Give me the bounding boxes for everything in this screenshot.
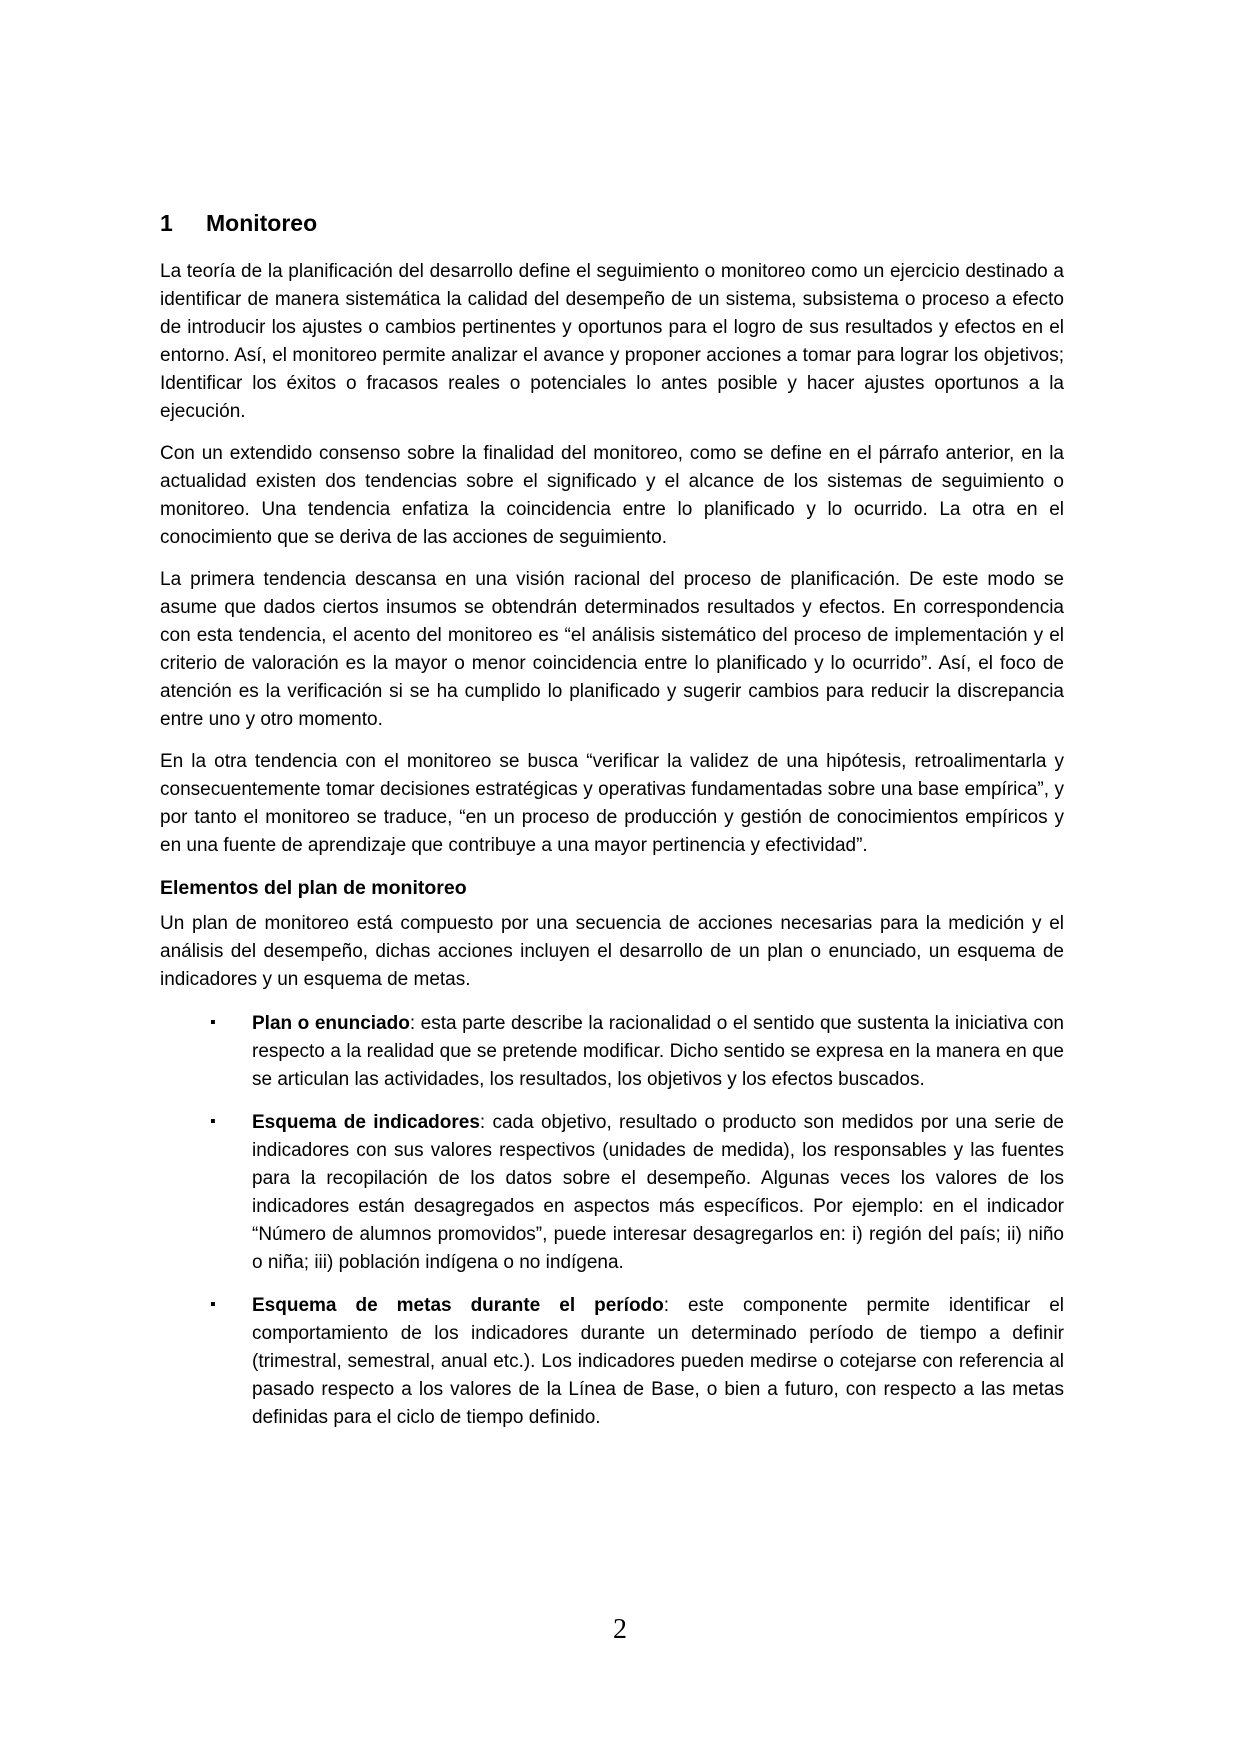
section-heading bbox=[160, 209, 1064, 237]
bullet-term: Esquema de indicadores bbox=[252, 1112, 480, 1133]
paragraph-4: En la otra tendencia con el monitoreo se busca “verificar la validez de una hipótesis, retroalimentarla y consecuentemente tomar decisiones estratégicas y operativas fundamentadas sobre una base empírica”, y por tanto el monitoreo se traduce, “en un proceso de producción y gestión de conocimientos empíricos y en una fuente de aprendizaje que contribuye a una mayor pertinencia y efectividad”. bbox=[160, 751, 1064, 856]
square-bullet-icon: ▪ bbox=[210, 1014, 216, 1031]
paragraph-intro-list: Un plan de monitoreo está compuesto por una secuencia de acciones necesarias para la medición y el análisis del desempeño, dichas acciones incluyen el desarrollo de un plan o enunciado, un esquema de indicadores y un esquema de metas. bbox=[160, 913, 1064, 990]
bullet-term: Esquema de metas durante el período bbox=[252, 1295, 664, 1316]
list-item bbox=[160, 1010, 1064, 1094]
bullet-text: : cada objetivo, resultado o producto son medidos por una serie de indicadores con sus valores respectivos (unidades de medida), los responsables y las fuentes para la recopilación de los datos sobre el desempeño. Algunas veces los valores de los indicadores están desagregados en aspectos más específicos. Por ejemplo: en el indicador “Número de alumnos promovidos”, puede interesar desagregarlos en: i) región del país; ii) niño o niña; iii) población indígena o no indígena. bbox=[252, 1112, 1064, 1273]
square-bullet-icon: ▪ bbox=[210, 1296, 216, 1313]
document-content bbox=[160, 0, 1064, 1447]
bullet-list bbox=[160, 1010, 1064, 1432]
page-number: 2 bbox=[613, 1614, 627, 1645]
bullet-text: : este componente permite identificar el comportamiento de los indicadores durante un determinado período de tiempo a definir (trimestral, semestral, anual etc.). Los indicadores pueden medirse o cotejarse con referencia al pasado respecto a los valores de la Línea de Base, o bien a futuro, con respecto a las metas definidas para el ciclo de tiempo definido. bbox=[252, 1295, 1064, 1428]
subsection-heading: Elementos del plan de monitoreo bbox=[160, 877, 467, 899]
list-item bbox=[160, 1109, 1064, 1277]
bullet-term: Plan o enunciado bbox=[252, 1013, 410, 1034]
list-item bbox=[160, 1292, 1064, 1432]
square-bullet-icon: ▪ bbox=[210, 1113, 216, 1130]
bullet-text: : esta parte describe la racionalidad o el sentido que sustenta la iniciativa con respecto a la realidad que se pretende modificar. Dicho sentido se expresa en la manera en que se articulan las actividades, los resultados, los objetivos y los efectos buscados. bbox=[252, 1013, 1064, 1090]
paragraph-3: La primera tendencia descansa en una visión racional del proceso de planificación. De este modo se asume que dados ciertos insumos se obtendrán determinados resultados y efectos. En correspondencia con esta tendencia, el acento del monitoreo es “el análisis sistemático del proceso de implementación y el criterio de valoración es la mayor o menor coincidencia entre lo planificado y lo ocurrido”. Así, el foco de atención es la verificación si se ha cumplido lo planificado y sugerir cambios para reducir la discrepancia entre uno y otro momento. bbox=[160, 569, 1064, 730]
section-heading-number: 1 bbox=[160, 210, 173, 236]
paragraph-2: Con un extendido consenso sobre la finalidad del monitoreo, como se define en el párrafo anterior, en la actualidad existen dos tendencias sobre el significado y el alcance de los sistemas de seguimiento o monitoreo. Una tendencia enfatiza la coincidencia entre lo planificado y lo ocurrido. La otra en el conocimiento que se deriva de las acciones de seguimiento. bbox=[160, 443, 1064, 548]
section-heading-title: Monitoreo bbox=[206, 210, 318, 236]
paragraph-1: La teoría de la planificación del desarrollo define el seguimiento o monitoreo como un ejercicio destinado a identificar de manera sistemática la calidad del desempeño de un sistema, subsistema o proceso a efecto de introducir los ajustes o cambios pertinentes y oportunos para el logro de sus resultados y efectos en el entorno. Así, el monitoreo permite analizar el avance y proponer acciones a tomar para lograr los objetivos; Identificar los éxitos o fracasos reales o potenciales lo antes posible y hacer ajustes oportunos a la ejecución. bbox=[160, 261, 1064, 422]
